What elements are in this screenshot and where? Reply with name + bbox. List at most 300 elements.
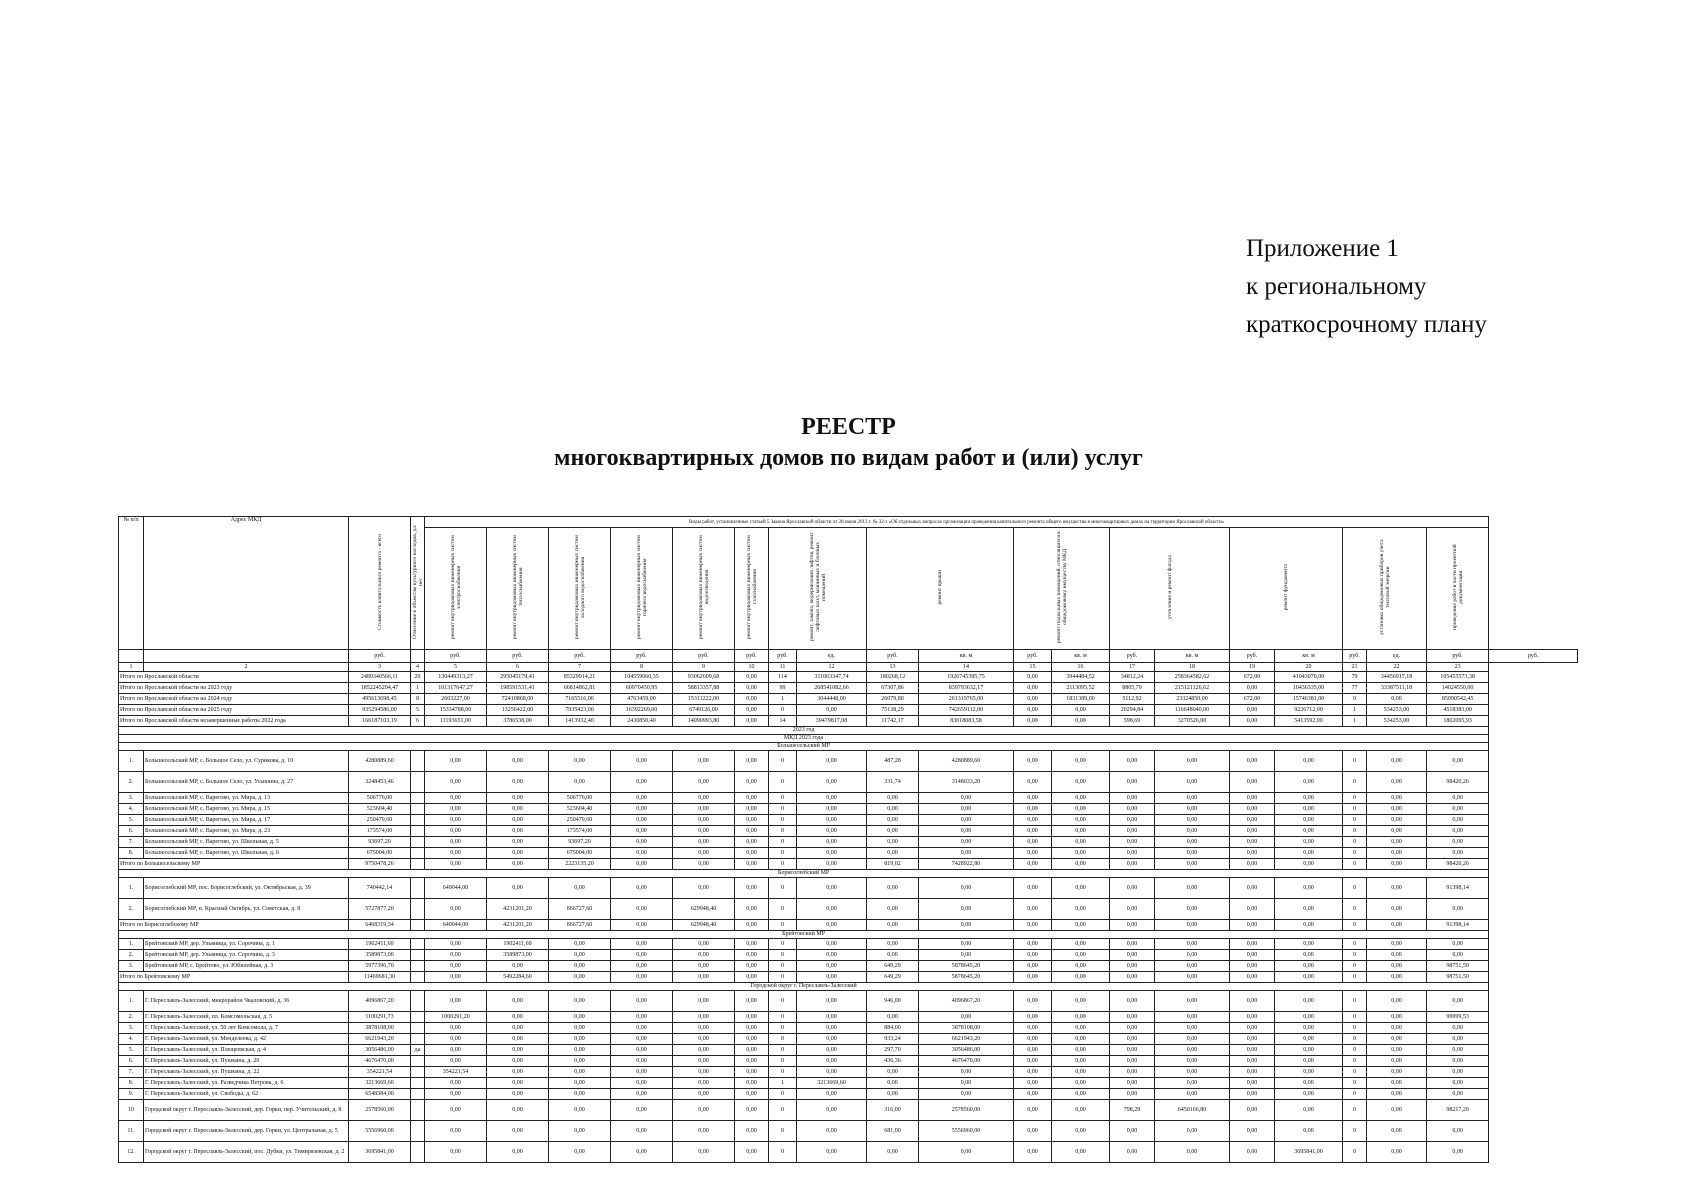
region-total-row — [119, 683, 1578, 694]
house-value: 0 — [769, 751, 797, 772]
house-value: 0,00 — [919, 1089, 1014, 1100]
house-value: 0,00 — [797, 772, 867, 793]
house-address: Г. Переславль-Залесский, ул. Пушкина, д. 20 — [144, 1056, 349, 1067]
total-value-cell: 34812,24 — [1110, 672, 1155, 683]
house-value: 0,00 — [1427, 1034, 1489, 1045]
house-value: 0,00 — [425, 772, 487, 793]
total-value-cell: 0 — [1343, 694, 1367, 705]
house-value: 0,00 — [797, 815, 867, 826]
district-total-value: 0,00 — [1275, 859, 1343, 870]
appendix-line-1: Приложение 1 — [1246, 235, 1399, 262]
house-value: 0 — [1343, 772, 1367, 793]
row-number: 3. — [119, 793, 144, 804]
house-value: 0,00 — [1427, 837, 1489, 848]
house-address: Г. Переславль-Залесский, ул. Менделеева, д. 42 — [144, 1034, 349, 1045]
total-value-cell: 534253,00 — [1367, 705, 1427, 716]
house-value: 0,00 — [549, 939, 611, 950]
house-value: 331,74 — [867, 772, 919, 793]
house-value: 0,00 — [1367, 1045, 1427, 1056]
house-value: 0,00 — [1014, 1142, 1052, 1163]
house-value: 0,00 — [1155, 1078, 1230, 1089]
house-value: 0,00 — [735, 1056, 769, 1067]
house-value: 0,00 — [673, 837, 735, 848]
house-value: 0 — [769, 1023, 797, 1034]
house-value: 0,00 — [673, 1045, 735, 1056]
total-value-cell: 7165516,00 — [549, 694, 611, 705]
unit-cell: руб. — [1230, 650, 1275, 663]
total-value-cell: 130449313,27 — [425, 672, 487, 683]
house-value: 0,00 — [1052, 815, 1110, 826]
house-value: 0,00 — [1275, 1078, 1343, 1089]
district-total-value: 0 — [769, 920, 797, 931]
house-value: 0,00 — [611, 950, 673, 961]
house-value: 0,00 — [1367, 1078, 1427, 1089]
district-total-value — [411, 859, 425, 870]
house-value: 0,00 — [1110, 751, 1155, 772]
house-value: 0 — [769, 804, 797, 815]
house-value: 0,00 — [867, 950, 919, 961]
house-value: 0,00 — [797, 804, 867, 815]
total-value-cell: 215121126,62 — [1155, 683, 1230, 694]
house-value: 0,00 — [867, 837, 919, 848]
house-value — [411, 961, 425, 972]
house-value — [411, 837, 425, 848]
house-value: 0,00 — [1014, 939, 1052, 950]
house-value: 0,00 — [1230, 772, 1275, 793]
house-address: Г. Переславль-Залесский, микрорайон Чкаловский, д. 36 — [144, 991, 349, 1012]
district-total-label: Итого по Большесельскому МР — [119, 859, 349, 870]
house-value: 946,00 — [867, 991, 919, 1012]
house-value: 0,00 — [611, 1078, 673, 1089]
district-header-row — [119, 931, 1578, 939]
row-number: 8. — [119, 1078, 144, 1089]
house-value: 0 — [1343, 1023, 1367, 1034]
house-value: 0,00 — [611, 772, 673, 793]
house-value: 0,00 — [425, 815, 487, 826]
house-value: 0,00 — [673, 793, 735, 804]
house-value: 866727,60 — [549, 899, 611, 920]
total-value-cell: 311063347,74 — [797, 672, 867, 683]
house-value: 0,00 — [673, 1100, 735, 1121]
units-row — [119, 650, 1578, 663]
house-value — [411, 772, 425, 793]
house-value: 98420,26 — [1427, 772, 1489, 793]
total-value-cell: 3044448,00 — [797, 694, 867, 705]
document-title — [0, 412, 1697, 474]
total-value-cell: 742659112,00 — [919, 705, 1014, 716]
header-col-basement: ремонт подвальных помещений, относящихся к общедомовому имуществу МКД — [1014, 528, 1110, 650]
house-value: 0,00 — [797, 878, 867, 899]
total-value-cell: 0,00 — [1014, 705, 1052, 716]
house-value: 0,00 — [919, 1067, 1014, 1078]
district-total-value: 0,00 — [1230, 972, 1275, 983]
house-value: 0,00 — [1014, 1023, 1052, 1034]
house-value: 0 — [1343, 899, 1367, 920]
district-total-value: 0,00 — [487, 859, 549, 870]
house-value: 0,00 — [673, 1089, 735, 1100]
region-total-row — [119, 716, 1578, 727]
house-value: 0,00 — [1052, 950, 1110, 961]
house-value: 5977396,70 — [349, 961, 411, 972]
house-value: 0,00 — [611, 1100, 673, 1121]
house-value: 0,00 — [549, 1045, 611, 1056]
total-value-cell: 0,00 — [1014, 683, 1052, 694]
house-value: 0,00 — [1014, 1034, 1052, 1045]
total-value-cell: 10436335,00 — [1275, 683, 1343, 694]
house-value: 740442,14 — [349, 878, 411, 899]
house-row — [119, 1089, 1578, 1100]
total-value-cell: 258364582,62 — [1155, 672, 1230, 683]
district-total-value: 0 — [1343, 972, 1367, 983]
district-name: Большесельский МР — [119, 743, 1489, 751]
total-value-cell: 5413592,00 — [1275, 716, 1343, 727]
house-value: 0,00 — [1275, 793, 1343, 804]
district-total-value: 0,00 — [1367, 972, 1427, 983]
total-value-cell: 39479817,08 — [797, 716, 867, 727]
district-total-value: 91398,14 — [1427, 920, 1489, 931]
total-value-cell: 34456917,18 — [1367, 672, 1427, 683]
house-value: 0,00 — [797, 1089, 867, 1100]
house-value: 0 — [769, 1045, 797, 1056]
house-value: 0,00 — [1155, 1034, 1230, 1045]
house-value: 0,00 — [487, 1056, 549, 1067]
unit-cell-blank — [119, 650, 144, 663]
house-row — [119, 950, 1578, 961]
house-value: 0,00 — [735, 1012, 769, 1023]
house-value: 0,00 — [1110, 878, 1155, 899]
house-value: 0 — [769, 1012, 797, 1023]
house-value: 0,00 — [797, 991, 867, 1012]
house-value: 0,00 — [1014, 1121, 1052, 1142]
house-value: 0 — [1343, 1089, 1367, 1100]
house-value: 0,00 — [1427, 1067, 1489, 1078]
house-row — [119, 1078, 1578, 1089]
house-row — [119, 878, 1578, 899]
house-value: да — [411, 1045, 425, 1056]
house-value: 0 — [769, 899, 797, 920]
house-value: 0,00 — [1110, 1012, 1155, 1023]
house-value: 0,00 — [867, 939, 919, 950]
total-value-cell: 26079,80 — [867, 694, 919, 705]
house-value: 0,00 — [1367, 991, 1427, 1012]
house-value: 0,00 — [1110, 804, 1155, 815]
house-address: Большесельский МР, с. Варегово, ул. Школьная, д. 5 — [144, 837, 349, 848]
column-number-cell: 3 — [349, 663, 411, 672]
total-value-cell: 2430850,40 — [611, 716, 673, 727]
house-value: 0,00 — [1230, 1100, 1275, 1121]
house-value: 798,29 — [1110, 1100, 1155, 1121]
house-value: 0,00 — [867, 804, 919, 815]
row-number: 2. — [119, 899, 144, 920]
total-value-cell: 1 — [411, 683, 425, 694]
house-value: 0 — [1343, 939, 1367, 950]
mkd-label-row — [119, 735, 1578, 743]
house-value: 933,24 — [867, 1034, 919, 1045]
house-value — [411, 899, 425, 920]
house-value: 0,00 — [673, 991, 735, 1012]
total-value-cell: 0,00 — [1014, 716, 1052, 727]
house-value: 98751,50 — [1427, 961, 1489, 972]
house-value: 0,00 — [1052, 1142, 1110, 1163]
house-value: 0,00 — [797, 1142, 867, 1163]
house-value: 0,00 — [1014, 1012, 1052, 1023]
house-value: 3056486,00 — [919, 1045, 1014, 1056]
house-value: 884,00 — [867, 1023, 919, 1034]
header-address: Адрес МКД — [144, 517, 349, 650]
house-value: 0,00 — [1014, 950, 1052, 961]
house-value: 0,00 — [1367, 1067, 1427, 1078]
house-value: 0,00 — [797, 950, 867, 961]
house-row — [119, 1142, 1578, 1163]
total-value-cell: 0,00 — [735, 705, 769, 716]
house-value: 0,00 — [735, 991, 769, 1012]
total-value-cell: 105455573,38 — [1427, 672, 1489, 683]
house-value: 0,00 — [867, 1012, 919, 1023]
house-value: 1 — [769, 1078, 797, 1089]
house-value: 0,00 — [1427, 815, 1489, 826]
house-value: 0,00 — [1230, 950, 1275, 961]
house-address: Борисоглебский МР, пос. Борисоглебский, ул. Октябрьская, д. 39 — [144, 878, 349, 899]
column-number-cell: 17 — [1110, 663, 1155, 672]
house-value: 0,00 — [735, 961, 769, 972]
house-value: 0,00 — [425, 804, 487, 815]
house-value: 0,00 — [611, 804, 673, 815]
total-value-cell: 198591531,41 — [487, 683, 549, 694]
house-address: Городской округ г. Переславль-Залесский, пос. Дубки, ул. Тимирязевская, д. 2 — [144, 1142, 349, 1163]
registry-table-wrapper — [118, 516, 1578, 1163]
house-value: 0,00 — [1367, 815, 1427, 826]
house-value: 0,00 — [425, 1142, 487, 1163]
house-value: 0,00 — [1110, 1056, 1155, 1067]
total-label-cell: Итого по Ярославской области на 2025 году — [119, 705, 349, 716]
house-row — [119, 1012, 1578, 1023]
house-value: 0,00 — [919, 837, 1014, 848]
house-value: 0,00 — [611, 1034, 673, 1045]
district-name: Брейтовский МР — [119, 931, 1489, 939]
house-value: 93697,20 — [549, 837, 611, 848]
house-value: 0,00 — [1110, 1089, 1155, 1100]
house-value: 0,00 — [797, 1045, 867, 1056]
unit-cell: руб. — [735, 650, 769, 663]
house-value: 0,00 — [1052, 826, 1110, 837]
total-value-cell: 1926745395,75 — [919, 672, 1014, 683]
house-value: 0 — [1343, 1121, 1367, 1142]
house-value: 0,00 — [487, 804, 549, 815]
house-value: 0,00 — [549, 1078, 611, 1089]
house-value: 0,00 — [797, 1056, 867, 1067]
house-value: 98217,20 — [1427, 1100, 1489, 1121]
unit-cell-blank — [144, 650, 349, 663]
header-col-foundation: ремонт фундамента — [1230, 528, 1343, 650]
house-value: 0,00 — [1230, 1056, 1275, 1067]
house-value: 4096867,20 — [919, 991, 1014, 1012]
header-works-group: Виды работ, установленные статьей 5 Закона Ярославской области от 28 июня 2013 г. № 32-з «Об отдельных вопросах организации проведения капитального ремонта общего имущества в многоквартирных домах на территории Ярославской области» — [425, 517, 1489, 528]
house-value: 297,70 — [867, 1045, 919, 1056]
house-value: 0,00 — [1230, 848, 1275, 859]
house-value: 0,00 — [1014, 899, 1052, 920]
total-value-cell: 0,00 — [1230, 683, 1275, 694]
house-value — [411, 1012, 425, 1023]
house-value: 0,00 — [735, 848, 769, 859]
house-value: 0,00 — [1275, 772, 1343, 793]
house-value: 0 — [769, 961, 797, 972]
house-row — [119, 961, 1578, 972]
house-address: Г. Переславль-Залесский, ул. Пушкина, д. 22 — [144, 1067, 349, 1078]
house-value — [411, 804, 425, 815]
house-value: 0,00 — [673, 1023, 735, 1034]
house-value: 0 — [1343, 950, 1367, 961]
house-value: 0,00 — [549, 1142, 611, 1163]
house-value: 0 — [1343, 1100, 1367, 1121]
house-value: 6621943,20 — [349, 1034, 411, 1045]
house-row — [119, 1034, 1578, 1045]
house-value: 0,00 — [867, 1142, 919, 1163]
row-number: 4. — [119, 1034, 144, 1045]
house-value: 2578560,00 — [349, 1100, 411, 1121]
house-value — [411, 1023, 425, 1034]
column-number-cell: 11 — [769, 663, 797, 672]
house-value: 0,00 — [1155, 848, 1230, 859]
house-value: 0 — [1343, 1067, 1367, 1078]
house-value: 99999,53 — [1427, 1012, 1489, 1023]
house-value — [411, 751, 425, 772]
house-value: 0,00 — [867, 878, 919, 899]
house-value: 0,00 — [1052, 772, 1110, 793]
house-value: 0,00 — [919, 939, 1014, 950]
house-value: 0,00 — [735, 950, 769, 961]
house-value: 0,00 — [549, 772, 611, 793]
house-value: 0,00 — [1275, 991, 1343, 1012]
house-value: 0,00 — [1110, 1045, 1155, 1056]
total-value-cell: 261319765,00 — [919, 694, 1014, 705]
house-value: 0 — [769, 1121, 797, 1142]
house-value: 0,00 — [611, 751, 673, 772]
house-value: 523604,40 — [549, 804, 611, 815]
house-value: 0,00 — [1427, 950, 1489, 961]
house-address: Брейтовский МР, дер. Ульяница, ул. Сорочина, д. 1 — [144, 939, 349, 950]
house-value: 0,00 — [611, 1012, 673, 1023]
house-value: 0,00 — [487, 1045, 549, 1056]
house-value — [411, 878, 425, 899]
house-row — [119, 939, 1578, 950]
district-total-value: 0,00 — [425, 859, 487, 870]
house-value: 93697,20 — [349, 837, 411, 848]
unit-cell: ед. — [1367, 650, 1427, 663]
house-value: 4280889,60 — [919, 751, 1014, 772]
house-value: 0,00 — [673, 815, 735, 826]
house-value: 0,00 — [1367, 772, 1427, 793]
total-value-cell: 1 — [769, 694, 797, 705]
house-value: 0,00 — [487, 1067, 549, 1078]
house-value: 0,00 — [425, 1078, 487, 1089]
header-col-lifts: ремонт, замена, модернизация лифтов, ремонт лифтовых шахт, машинных и блочных помещений — [769, 528, 867, 650]
total-label-cell: Итого по Ярославской области незавершенные работы 2022 года — [119, 716, 349, 727]
house-value: 0,00 — [487, 1023, 549, 1034]
total-value-cell: 3786538,00 — [487, 716, 549, 727]
house-value: 0,00 — [1275, 878, 1343, 899]
total-value-cell: 2113095,52 — [1052, 683, 1110, 694]
unit-cell: руб. — [1014, 650, 1052, 663]
house-value: 0,00 — [735, 1100, 769, 1121]
house-value — [411, 950, 425, 961]
total-value-cell: 93062609,68 — [673, 672, 735, 683]
house-value: 0,00 — [919, 804, 1014, 815]
house-value: 0,00 — [1427, 939, 1489, 950]
region-total-row — [119, 705, 1578, 716]
house-value: 0,00 — [1052, 1089, 1110, 1100]
house-value: 0,00 — [867, 826, 919, 837]
house-value: 0,00 — [1155, 950, 1230, 961]
house-value: 0,00 — [735, 1142, 769, 1163]
house-value — [411, 1100, 425, 1121]
house-value: 0,00 — [1275, 899, 1343, 920]
house-value: 0,00 — [735, 1078, 769, 1089]
column-number-cell: 18 — [1155, 663, 1230, 672]
total-value-cell: 41043070,00 — [1275, 672, 1343, 683]
house-value: 0,00 — [487, 772, 549, 793]
house-value — [411, 848, 425, 859]
house-value: 0,00 — [797, 939, 867, 950]
header-heritage: Отнесение к объектам культурного наследия, да/нет — [411, 517, 425, 650]
house-value: 3213669,60 — [797, 1078, 867, 1089]
row-number: 6. — [119, 826, 144, 837]
house-value: 0,00 — [425, 991, 487, 1012]
column-number-cell: 20 — [1275, 663, 1343, 672]
house-value: 0,00 — [1014, 1056, 1052, 1067]
total-value-cell: 20294,84 — [1110, 705, 1155, 716]
house-value: 0,00 — [673, 1067, 735, 1078]
total-value-cell: 79 — [1343, 672, 1367, 683]
house-value: 0,00 — [1155, 1012, 1230, 1023]
house-address: Большесельский МР, с. Варегово, ул. Мира, д. 13 — [144, 793, 349, 804]
house-row — [119, 772, 1578, 793]
header-no: № п/п — [119, 517, 144, 650]
house-value: 0,00 — [1275, 815, 1343, 826]
house-row — [119, 848, 1578, 859]
total-value-cell: 60970450,95 — [611, 683, 673, 694]
house-value: 0,00 — [1110, 826, 1155, 837]
total-value-cell: 0,00 — [797, 705, 867, 716]
row-number: 6. — [119, 1056, 144, 1067]
house-value: 0,00 — [425, 1100, 487, 1121]
column-number-cell: 14 — [919, 663, 1014, 672]
district-total-value: 0,00 — [1155, 972, 1230, 983]
total-value-cell: 0,00 — [1052, 705, 1110, 716]
house-value: 0,00 — [797, 751, 867, 772]
house-row — [119, 1067, 1578, 1078]
unit-cell: руб. — [867, 650, 919, 663]
house-value: 0,00 — [1014, 1045, 1052, 1056]
house-row — [119, 837, 1578, 848]
row-number: 3. — [119, 961, 144, 972]
house-address: Городской округ г. Переславль-Залесский, дер. Горки, ул. Центральная, д. 5 — [144, 1121, 349, 1142]
house-value: 0 — [1343, 961, 1367, 972]
house-value: 0,00 — [549, 1121, 611, 1142]
house-address: Г. Переславль-Залесский, пл. Комсомольская, д. 5 — [144, 1012, 349, 1023]
row-number: 3. — [119, 1023, 144, 1034]
region-total-row — [119, 694, 1578, 705]
house-value: 0,00 — [1155, 826, 1230, 837]
house-value: 0,00 — [1014, 804, 1052, 815]
house-value: 0,00 — [1367, 848, 1427, 859]
house-row — [119, 826, 1578, 837]
house-value: 0,00 — [549, 1012, 611, 1023]
house-value: 0,00 — [1014, 848, 1052, 859]
house-value: 0,00 — [1230, 826, 1275, 837]
house-value: 0 — [769, 1067, 797, 1078]
house-value: 4280889,60 — [349, 751, 411, 772]
house-value: 0,00 — [1230, 1067, 1275, 1078]
